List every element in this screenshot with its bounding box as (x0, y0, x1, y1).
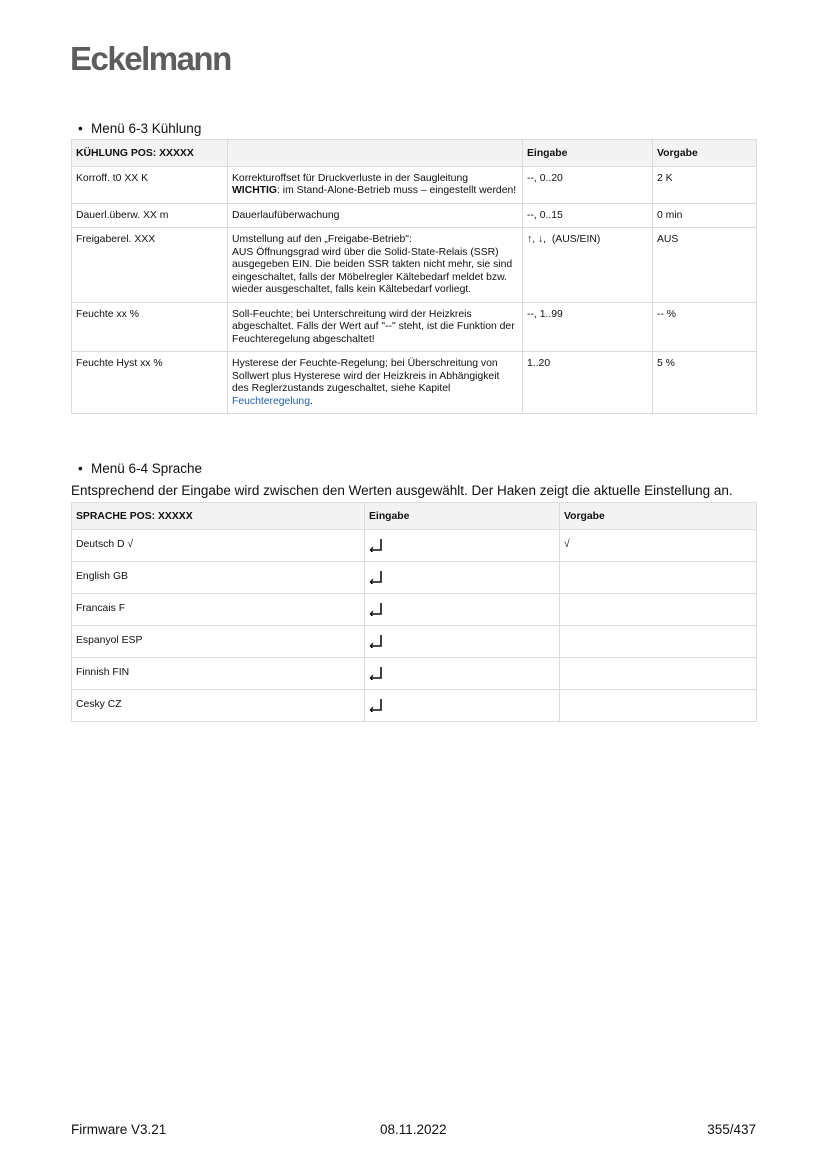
default-cell: √ (560, 529, 757, 561)
param-cell: Finnish FIN (72, 657, 365, 689)
kuehlung-table (71, 139, 757, 414)
desc-cell: Dauerlaufüberwachung (228, 203, 523, 228)
desc-cell (228, 352, 523, 414)
input-cell (365, 593, 560, 625)
input-cell: --, 0..20 (523, 166, 653, 203)
default-cell (560, 657, 757, 689)
enter-key-icon (369, 538, 383, 552)
footer-page-number: 355/437 (707, 1122, 756, 1137)
desc-text: : im Stand-Alone-Betrieb muss – eingestellt werden! (277, 185, 517, 196)
table-row (72, 593, 757, 625)
param-cell: Francais F (72, 593, 365, 625)
input-cell: ↑, ↓, (AUS/EIN) (523, 228, 653, 303)
default-cell: 0 min (653, 203, 757, 228)
header-cell: SPRACHE POS: XXXXX (72, 503, 365, 530)
default-cell (560, 625, 757, 657)
table-row (72, 228, 757, 303)
param-cell: Feuchte xx % (72, 302, 228, 352)
desc-cell: Soll-Feuchte; bei Unterschreitung wird der Heizkreis abgeschaltet. Falls der Wert auf "--" steht, ist die Funktion der Feuchteregelung abgeschaltet! (228, 302, 523, 352)
enter-key-icon (369, 698, 383, 712)
input-cell (365, 689, 560, 721)
table-header-row (72, 503, 757, 530)
input-cell (365, 625, 560, 657)
table-row (72, 625, 757, 657)
param-cell: Freigaberel. XXX (72, 228, 228, 303)
param-cell: Deutsch D √ (72, 529, 365, 561)
section-title: Menü 6-3 Kühlung (91, 121, 202, 136)
param-cell: Feuchte Hyst xx % (72, 352, 228, 414)
company-logo: Eckelmann (70, 40, 231, 77)
default-cell (560, 593, 757, 625)
input-cell (365, 561, 560, 593)
default-cell: -- % (653, 302, 757, 352)
input-cell: --, 0..15 (523, 203, 653, 228)
header-cell: Eingabe (365, 503, 560, 530)
default-cell: AUS (653, 228, 757, 303)
desc-text: . (310, 395, 313, 407)
desc-cell: Umstellung auf den „Freigabe-Betrieb": AUS Öffnungsgrad wird über die Solid-State-Relais (SSR) ausgegeben EIN. Die beiden SSR takten nicht mehr, sie sind eingeschaltet, falls der Möbelregler Kältebedarf meldet bzw. wieder ausgeschaltet, falls kein Kältebedarf vorliegt. (228, 228, 523, 303)
sprache-table (71, 502, 757, 722)
enter-key-icon (369, 634, 383, 648)
input-cell: 1..20 (523, 352, 653, 414)
default-cell (560, 689, 757, 721)
section-bullet-sprache: • Menü 6-4 Sprache (78, 461, 203, 476)
table-row (72, 689, 757, 721)
param-cell: Korroff. t0 XX K (72, 166, 228, 203)
enter-key-icon (369, 570, 383, 584)
section-title: Menü 6-4 Sprache (91, 461, 203, 476)
default-cell (560, 561, 757, 593)
param-cell: English GB (72, 561, 365, 593)
table-row (72, 561, 757, 593)
footer-date: 08.11.2022 (380, 1122, 447, 1137)
table-row (72, 302, 757, 352)
header-cell (228, 140, 523, 167)
input-cell: --, 1..99 (523, 302, 653, 352)
table-row (72, 166, 757, 203)
param-cell: Dauerl.überw. XX m (72, 203, 228, 228)
feuchteregelung-link[interactable]: Feuchteregelung (232, 395, 310, 407)
table-header-row (72, 140, 757, 167)
table-row (72, 203, 757, 228)
table-row (72, 657, 757, 689)
input-cell (365, 657, 560, 689)
default-cell: 5 % (653, 352, 757, 414)
table-row (72, 352, 757, 414)
param-cell: Espanyol ESP (72, 625, 365, 657)
footer-firmware: Firmware V3.21 (71, 1122, 167, 1137)
input-cell (365, 529, 560, 561)
section-bullet-kuehlung: • Menü 6-3 Kühlung (78, 121, 202, 136)
param-cell: Cesky CZ (72, 689, 365, 721)
desc-text: Hysterese der Feuchte-Regelung; bei Überschreitung von Sollwert plus Hysterese wird der Heizkreis in Abhängigkeit des Reglerzustands zugeschaltet, siehe Kapitel (232, 358, 500, 394)
desc-text: Korrekturoffset für Druckverluste in der Saugleitung (232, 172, 469, 184)
table-row (72, 529, 757, 561)
header-cell: Vorgabe (653, 140, 757, 167)
enter-key-icon (369, 666, 383, 680)
desc-cell (228, 166, 523, 203)
header-cell: Vorgabe (560, 503, 757, 530)
default-cell: 2 K (653, 166, 757, 203)
intro-paragraph: Entsprechend der Eingabe wird zwischen den Werten ausgewählt. Der Haken zeigt die aktuelle Einstellung an. (71, 483, 733, 498)
desc-bold: WICHTIG (232, 185, 278, 196)
header-cell: Eingabe (523, 140, 653, 167)
enter-key-icon (369, 602, 383, 616)
header-cell: KÜHLUNG POS: XXXXX (72, 140, 228, 167)
